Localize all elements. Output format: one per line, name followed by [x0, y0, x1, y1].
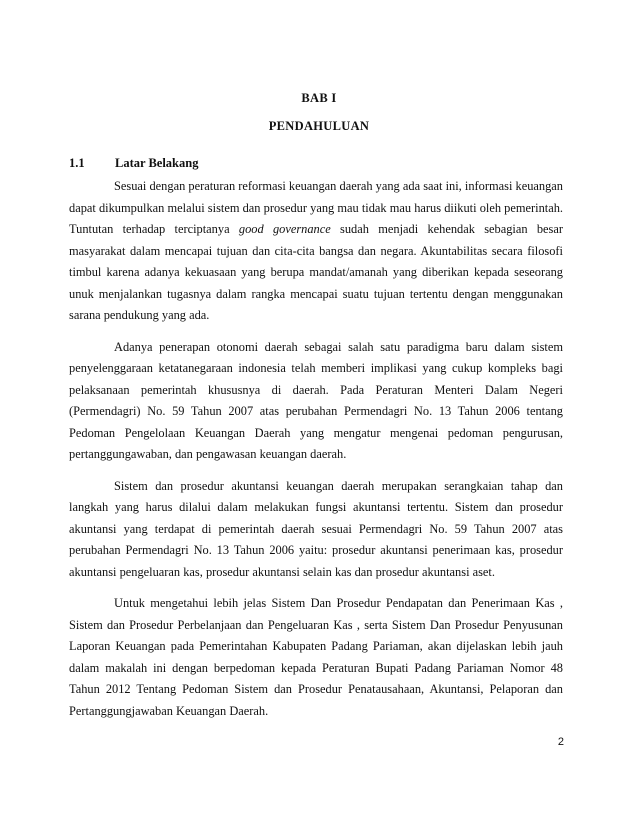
paragraph-1	[69, 176, 563, 327]
chapter-title: PENDAHULUAN	[268, 119, 370, 133]
section-number: 1.1	[69, 156, 85, 170]
chapter-label: BAB I	[301, 91, 337, 105]
paragraph-2: Adanya penerapan otonomi daerah sebagai salah satu paradigma baru dalam sistem penyelenggaraan ketatanegaraan indonesia telah memberi implikasi yang cukup kompleks bagi pelaksanaan pemerintah khususnya di daerah. Pada Peraturan Menteri Dalam Negeri (Permendagri) No. 59 Tahun 2007 atas perubahan Permendagri No. 13 Tahun 2006 tentang Pedoman Pengelolaan Keuangan Daerah yang mengatur mengenai pedoman pengurusan, pertanggungawaban, dan pengawasan keuangan daerah.	[69, 339, 563, 461]
body-text	[69, 178, 563, 722]
paragraph-3: Sistem dan prosedur akuntansi keuangan daerah merupakan serangkaian tahap dan langkah yang harus dilalui dalam melakukan fungsi akuntansi tertentu. Sistem dan prosedur akuntansi yang terdapat di pemerintah daerah sesuai Permendagri No. 59 Tahun 2007 atas perubahan Permendagri No. 13 Tahun 2006 yaitu: prosedur akuntansi penerimaan kas, prosedur akuntansi pengeluaran kas, prosedur akuntansi selain kas dan prosedur akuntansi aset.	[69, 478, 563, 579]
paragraph-1-part-a: Sesuai dengan peraturan reformasi keuangan daerah yang ada saat ini, informasi keuangan dapat dikumpulkan melalui sistem dan prosedur yang mau tidak mau harus diikuti oleh pemerintah. Tuntutan terhadap terciptanya	[69, 179, 563, 236]
paragraph-1-part-b: sudah menjadi kehendak sebagian besar masyarakat dalam mencapai tujuan dan cita-cita bangsa dan negara. Akuntabilitas secara filosofi timbul karena adanya kekuasaan yang berupa mandat/amanah yang diberikan kepada seseorang unuk menjalankan tugasnya dalam rangka mencapai suatu tujuan tertentu dengan menggunakan sarana pendukung yang ada.	[69, 222, 563, 322]
paragraph-4: Untuk mengetahui lebih jelas Sistem Dan Prosedur Pendapatan dan Penerimaan Kas , Sistem dan Prosedur Perbelanjaan dan Pengeluaran Kas , serta Sistem Dan Prosedur Penyusunan Laporan Keuangan pada Pemerintahan Kabupaten Padang Pariaman, akan dijelaskan lebih jauh dalam makalah ini dengan berpedoman kepada Peraturan Bupati Padang Pariaman Nomor 48 Tahun 2012 Tentang Pedoman Sistem dan Prosedur Penatausahaan, Akuntansi, Pelaporan dan Pertanggungjawaban Keuangan Daerah.	[69, 596, 563, 718]
section-heading	[69, 156, 198, 171]
paragraph-1-italic-term: good governance	[238, 222, 331, 236]
section-title: Latar Belakang	[115, 156, 199, 170]
page-number: 2	[557, 736, 564, 748]
